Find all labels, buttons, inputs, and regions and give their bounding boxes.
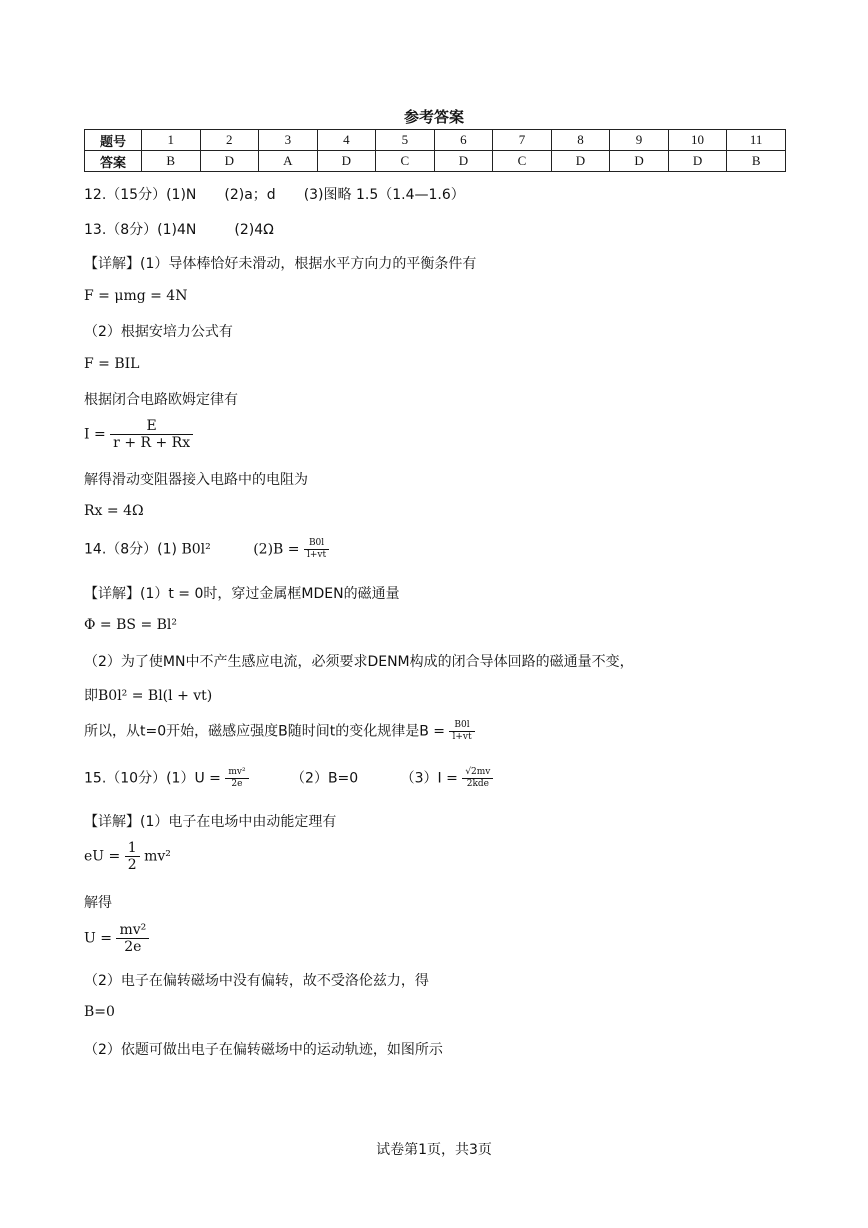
equation-friction: F = μmg = 4N <box>84 288 188 304</box>
table-row-numbers <box>85 130 786 151</box>
table-cell: B <box>727 151 786 172</box>
table-cell: B <box>142 151 201 172</box>
table-cell: 7 <box>493 130 552 151</box>
table-cell: D <box>434 151 493 172</box>
table-cell: C <box>376 151 435 172</box>
detail-line: 【详解】(1）导体棒恰好未滑动，根据水平方向力的平衡条件有 <box>84 256 477 272</box>
table-cell: D <box>200 151 259 172</box>
table-cell: 2 <box>200 130 259 151</box>
table-cell: C <box>493 151 552 172</box>
answer-table <box>84 129 786 172</box>
text-line: 根据闭合电路欧姆定律有 <box>84 392 238 408</box>
detail-line: 【详解】(1）t = 0时，穿过金属框MDEN的磁通量 <box>84 586 400 602</box>
table-cell: D <box>610 151 669 172</box>
text-line: 解得滑动变阻器接入电路中的电阻为 <box>84 472 308 488</box>
table-cell: 9 <box>610 130 669 151</box>
equation-b: B=0 <box>84 1004 115 1020</box>
text-line: （2）为了使MN中不产生感应电流，必须要求DENM构成的闭合导体回路的磁通量不变， <box>84 654 634 670</box>
equation-energy: eU = $\frac{1}{2}$ mv² <box>84 840 171 873</box>
q15-answer: 15.（10分）(1）U = $\frac{\text{mv²}}{2e}$ （2）B=0 （3）I = $\frac{√2mv}{\text{2kde}}$ <box>84 767 493 790</box>
row-label-number: 题号 <box>85 130 142 151</box>
text-line: （2）电子在偏转磁场中没有偏转，故不受洛伦兹力，得 <box>84 973 429 989</box>
row-label-answer: 答案 <box>85 151 142 172</box>
table-cell: A <box>259 151 318 172</box>
page-footer: 试卷第1页，共3页 <box>376 1142 492 1158</box>
table-cell: 8 <box>551 130 610 151</box>
table-cell: 6 <box>434 130 493 151</box>
table-cell: 3 <box>259 130 318 151</box>
table-cell: D <box>551 151 610 172</box>
table-cell: 11 <box>727 130 786 151</box>
table-cell: 10 <box>668 130 727 151</box>
page-title: 参考答案 <box>403 108 464 126</box>
equation-flux: Φ = BS = Bl² <box>84 617 177 633</box>
table-row-answers <box>85 151 786 172</box>
q13-answer: 13.（8分）(1)4N (2)4Ω <box>84 222 274 238</box>
detail-line: 【详解】(1）电子在电场中由动能定理有 <box>84 814 337 830</box>
table-cell: 1 <box>142 130 201 151</box>
text-line: 解得 <box>84 895 112 911</box>
table-cell: 5 <box>376 130 435 151</box>
equation-ampere: F = BIL <box>84 356 140 372</box>
text-line-law: 所以，从t=0开始，磁感应强度B随时间t的变化规律是B = $\frac{B0l}{l+vt}$ <box>84 720 475 743</box>
q14-answer: 14.（8分）(1) B0l² (2)B = $\frac{B0l}{l+vt}$ <box>84 538 329 561</box>
table-cell: D <box>668 151 727 172</box>
table-cell: 4 <box>317 130 376 151</box>
equation-ohm: I = $\frac{E}{r + R + Rx}$ <box>84 418 193 451</box>
q12-answer: 12.（15分）(1)N (2)a；d (3)图略 1.5（1.4—1.6） <box>84 187 465 203</box>
text-line: （2）根据安培力公式有 <box>84 324 233 340</box>
equation-voltage: U = $\frac{\text{mv²}}{2e}$ <box>84 922 149 955</box>
equation-flux-constant: 即B0l² = Bl(l + vt) <box>84 688 213 704</box>
table-cell: D <box>317 151 376 172</box>
text-line: （2）依题可做出电子在偏转磁场中的运动轨迹，如图所示 <box>84 1042 443 1058</box>
equation-rx: Rx = 4Ω <box>84 503 144 519</box>
